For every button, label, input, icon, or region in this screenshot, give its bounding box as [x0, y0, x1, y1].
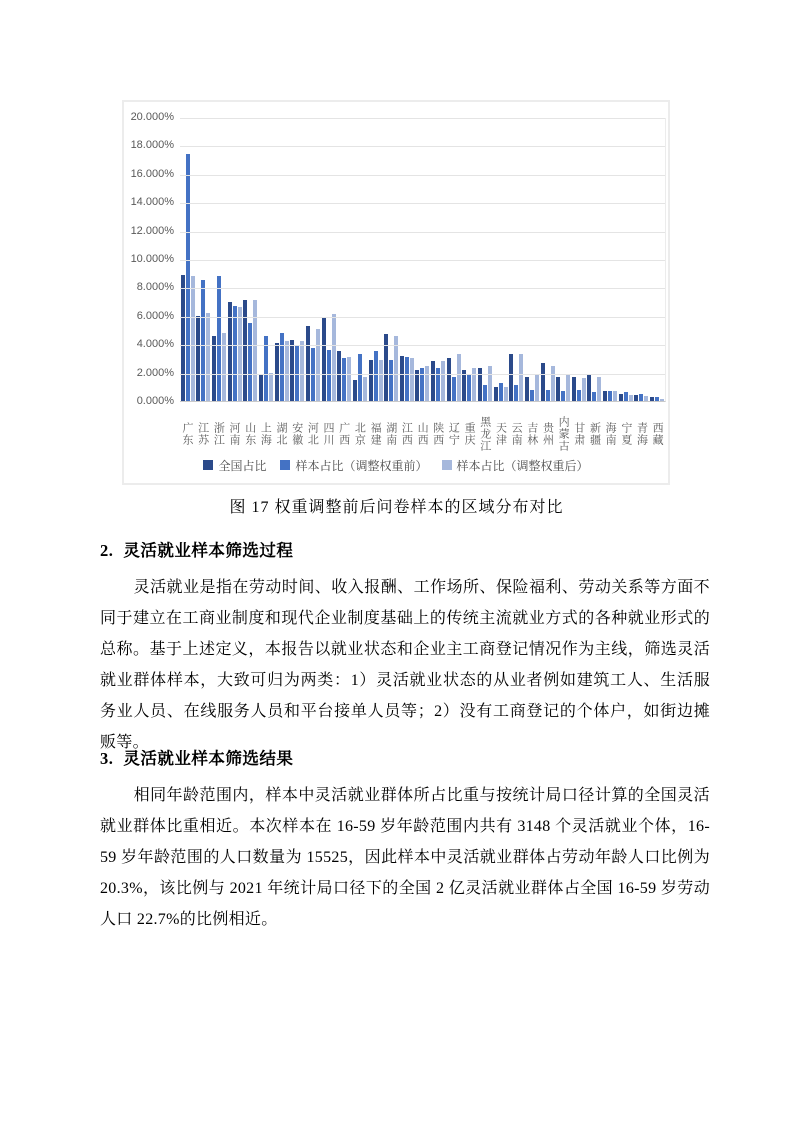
section-2-paragraph: 灵活就业是指在劳动时间、收入报酬、工作场所、保险福利、劳动关系等方面不同于建立在工商业制度和现代企业制度基础上的传统主流就业方式的各种就业形式的总称。基于上述定义，本报告以就业状态和企业主工商登记情况作为主线，筛选灵活就业群体样本，大致可归为两类：1）灵活就业状态的从业者例如建筑工人、生活服务业人员、在线服务人员和平台接单人员等；2）没有工商登记的个体户，如街边摊贩等。: [100, 579, 710, 751]
figure-caption: 图 17 权重调整前后问卷样本的区域分布对比: [229, 499, 564, 516]
x-tick-label: 浙江: [212, 422, 225, 446]
bar: [619, 394, 623, 401]
bar: [275, 343, 279, 401]
x-tick-label: 四川: [322, 422, 335, 446]
bar: [233, 306, 237, 401]
bar: [592, 392, 596, 401]
x-tick-label: 辽宁: [447, 422, 460, 446]
bar: [201, 280, 205, 401]
bar: [253, 300, 257, 401]
bar: [582, 378, 586, 401]
bar: [608, 391, 612, 401]
y-tick-label: 20.000%: [130, 111, 174, 123]
bar: [306, 326, 310, 401]
bar: [447, 358, 451, 401]
bar: [431, 361, 435, 401]
bar: [499, 383, 503, 401]
plot-area: [180, 118, 666, 402]
bar: [347, 357, 351, 401]
y-tick-label: 6.000%: [136, 309, 174, 322]
bar: [332, 314, 336, 401]
x-tick-label: 江西: [400, 422, 413, 446]
gridline: [180, 118, 665, 119]
bar: [561, 391, 565, 401]
bar: [206, 313, 210, 401]
legend-item: [280, 457, 427, 474]
bar: [389, 360, 393, 401]
bar: [327, 350, 331, 401]
x-tick-label: 天津: [494, 422, 507, 446]
bar: [290, 340, 294, 401]
y-tick-label: 4.000%: [136, 338, 174, 351]
gridline: [180, 374, 665, 375]
y-tick-label: 10.000%: [130, 253, 174, 265]
gridline: [180, 288, 665, 289]
bar: [603, 391, 607, 401]
bar: [572, 377, 576, 401]
x-tick-label: 江苏: [196, 422, 209, 446]
bar: [353, 380, 357, 401]
section-2-heading: [100, 537, 710, 561]
x-tick-label: 河北: [306, 422, 319, 446]
bar: [483, 385, 487, 401]
x-tick-label: 山东: [243, 422, 256, 446]
bar: [363, 377, 367, 401]
legend-item: [442, 457, 589, 474]
bar: [322, 317, 326, 401]
gridline: [180, 260, 665, 261]
y-tick-label: 14.000%: [130, 196, 174, 209]
bar: [514, 385, 518, 401]
gridline: [180, 203, 665, 204]
legend-swatch-icon: [442, 460, 452, 470]
bar: [217, 276, 221, 401]
bar: [369, 360, 373, 401]
bar: [300, 341, 304, 401]
bar: [597, 377, 601, 401]
bar: [566, 375, 570, 401]
x-tick-label: 广西: [337, 422, 350, 446]
section-2-title: 灵活就业样本筛选过程: [123, 541, 294, 560]
bar: [243, 300, 247, 401]
section-3-paragraph: 相同年龄范围内，样本中灵活就业群体所占比重与按统计局口径计算的全国灵活就业群体比重相近。本次样本在 16-59 岁年龄范围内共有 3148 个灵活就业个体，16-59 岁年龄范围的人口数量为 15525，因此样本中灵活就业群体占劳动年龄人口比例为 20.3%，该比例与 2021 年统计局口径下的全国 2 亿灵活就业群体占全国 16-59 岁劳动人口 22.7%的比例相近。: [100, 787, 710, 928]
bar: [551, 366, 555, 402]
x-tick-label: 内蒙古: [557, 416, 570, 452]
bar: [358, 354, 362, 401]
bar: [577, 390, 581, 401]
bar: [494, 387, 498, 401]
bar: [196, 316, 200, 401]
x-tick-label: 甘肃: [572, 422, 585, 446]
bar: [613, 391, 617, 401]
x-tick-label: 山西: [416, 422, 429, 446]
legend-label: 样本占比（调整权重后）: [456, 458, 589, 473]
bar: [504, 387, 508, 401]
bar: [269, 373, 273, 401]
legend-label: 全国占比: [218, 458, 267, 473]
x-tick-label: 贵州: [541, 422, 554, 446]
y-tick-label: 0.000%: [136, 395, 174, 407]
legend-label: 样本占比（调整权重前）: [295, 458, 428, 473]
x-tick-label: 河南: [228, 422, 241, 446]
section-3-number: 3.: [100, 749, 114, 768]
y-tick-label: 12.000%: [130, 224, 174, 237]
bar: [191, 276, 195, 401]
gridline: [180, 232, 665, 233]
x-tick-label: 湖南: [384, 422, 397, 446]
bar: [525, 377, 529, 401]
bar: [342, 358, 346, 401]
bar: [634, 395, 638, 401]
bar: [467, 375, 471, 401]
x-tick-label: 广东: [181, 422, 193, 446]
y-tick-label: 16.000%: [130, 167, 174, 180]
bar: [285, 341, 289, 401]
bar: [259, 375, 263, 401]
bar: [405, 357, 409, 401]
region-distribution-chart: [122, 100, 670, 485]
bar: [441, 361, 445, 401]
x-tick-label: 黑龙江: [478, 416, 491, 452]
bar: [535, 375, 539, 401]
y-tick-label: 8.000%: [136, 281, 174, 294]
bar: [644, 396, 648, 401]
bar: [488, 366, 492, 402]
x-tick-label: 新疆: [588, 422, 601, 446]
section-3-heading: [100, 745, 710, 769]
bar: [556, 377, 560, 401]
bar: [316, 329, 320, 401]
x-tick-label: 安徽: [290, 422, 303, 446]
section-2-number: 2.: [100, 541, 114, 560]
bar: [509, 354, 513, 401]
x-tick-label: 青海: [635, 422, 648, 446]
y-tick-label: 18.000%: [130, 139, 174, 152]
bar: [379, 360, 383, 401]
x-tick-label: 海南: [604, 422, 617, 446]
gridline: [180, 175, 665, 176]
bar: [186, 154, 190, 401]
bar: [181, 275, 185, 401]
bar: [311, 348, 315, 401]
x-tick-label: 福建: [369, 422, 382, 446]
gridline: [180, 345, 665, 346]
gridline: [180, 317, 665, 318]
x-tick-label: 湖北: [275, 422, 288, 446]
bar: [530, 390, 534, 401]
x-tick-label: 云南: [510, 422, 523, 446]
bar: [425, 366, 429, 402]
bar: [248, 323, 252, 401]
bar: [374, 351, 378, 401]
x-tick-label: 北京: [353, 422, 366, 446]
legend-item: [203, 457, 266, 474]
bar: [660, 399, 664, 401]
bar: [337, 351, 341, 401]
bar: [457, 354, 461, 401]
bar: [629, 395, 633, 401]
chart-legend: [124, 456, 668, 474]
bar: [650, 397, 654, 401]
y-axis-labels: [124, 102, 174, 483]
x-tick-label: 陕西: [431, 422, 444, 446]
bar: [452, 377, 456, 401]
bar: [280, 333, 284, 401]
bar: [400, 356, 404, 401]
bar: [624, 392, 628, 401]
x-tick-label: 吉林: [525, 422, 538, 446]
bar: [410, 358, 414, 401]
bar: [222, 333, 226, 401]
x-tick-label: 西藏: [651, 422, 664, 446]
bar: [541, 363, 545, 401]
x-axis-labels: [180, 406, 666, 462]
gridline: [180, 146, 665, 147]
bar: [655, 397, 659, 401]
section-3-title: 灵活就业样本筛选结果: [123, 749, 294, 768]
bar: [546, 390, 550, 401]
bar: [519, 354, 523, 401]
y-tick-label: 2.000%: [136, 366, 174, 379]
legend-swatch-icon: [280, 460, 290, 470]
bar: [238, 307, 242, 401]
bar: [639, 394, 643, 401]
x-tick-label: 上海: [259, 422, 272, 446]
x-tick-label: 重庆: [463, 422, 476, 446]
x-tick-label: 宁夏: [619, 422, 632, 446]
legend-swatch-icon: [203, 460, 213, 470]
bar: [587, 375, 591, 401]
